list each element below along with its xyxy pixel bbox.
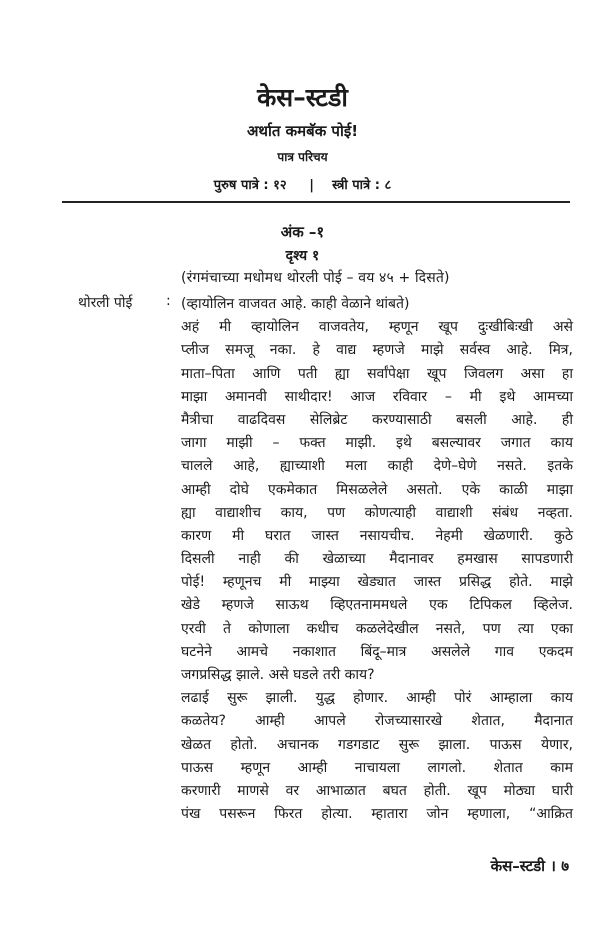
dialogue-line: आम्ही दोघे एकमेकात मिसळलेले असतो. एके काळी माझा [181, 481, 573, 498]
dialogue-line: पंख पसरून फिरत होत्या. म्हातारा जोन म्हणाला, “आक्रित [181, 806, 573, 823]
dialogue-line: चालले आहे, ह्याच्याशी मला काही देणे–घेणे नसते. इतके [181, 458, 573, 475]
dialogue-line: जागा माझी – फक्त माझी. इथे बसल्यावर जगात काय [181, 435, 573, 452]
dialogue-line: एरवी ते कोणाला कधीच कळलेदेखील नसते, पण त्या एका [181, 620, 573, 637]
dialogue-line: दिसली नाही की खेळाच्या मैदानावर हमखास सापडणारी [181, 551, 573, 568]
act-heading: अंक –१ [280, 223, 325, 241]
subtitle: अर्थात कमबॅक पोई! [246, 122, 359, 140]
page-footer-folio: केस–स्टडी । ७ [490, 857, 569, 875]
dialogue-line: खेडे म्हणजे साऊथ व्हिएतनाममधले एक टिपिकल व्हिलेज. [181, 597, 573, 614]
dialogue-line: लढाई सुरू झाली. युद्ध होणार. आम्ही पोरं आम्हाला काय [181, 690, 573, 707]
header-divider [62, 201, 570, 203]
page-title: केस–स्टडी [257, 83, 348, 112]
dialogue-line: माझा अमानवी साथीदार! आज रविवार – मी इथे आमच्या [181, 388, 573, 405]
scene-heading: दृश्य १ [285, 248, 320, 264]
stage-direction: (रंगमंचाच्या मधोमध थोरली पोई – वय ४५ + दिसते) [181, 270, 450, 286]
dialogue-line: घटनेने आमचे नकाशात बिंदू–मात्र असलेले गाव एकदम [181, 643, 573, 660]
dialogue-line: अहं मी व्हायोलिन वाजवतेय, म्हणून खूप दुःखीबिःखी असे [181, 319, 573, 336]
dialogue-line: जगप्रसिद्ध झाले. असे घडले तरी काय? [181, 667, 375, 683]
dialogue-line: कळतेय? आम्ही आपले रोजच्यासारखे शेतात, मैदानात [181, 713, 573, 730]
dialogue-line: (व्हायोलिन वाजवत आहे. काही वेळाने थांबते) [181, 296, 410, 312]
cast-count-line: पुरुष पात्रे : १२ | स्त्री पात्रे : ८ [213, 178, 392, 193]
speaker-colon: : [166, 293, 171, 309]
speaker-name: थोरली पोई [78, 295, 133, 311]
dialogue-line: माता–पिता आणि पती ह्या सर्वांपेक्षा खूप जिवलग असा हा [181, 365, 573, 382]
dialogue-block [181, 293, 573, 826]
dialogue-line: पोई! म्हणूनच मी माझ्या खेड्यात जास्त प्रसिद्ध होते. माझे [181, 574, 573, 591]
dialogue-line: मैत्रीचा वाढदिवस सेलिब्रेट करण्यासाठी बसली आहे. ही [181, 411, 573, 428]
cast-heading: पात्र परिचय [277, 150, 328, 164]
dialogue-line: प्लीज समजू नका. हे वाद्य म्हणजे माझे सर्वस्व आहे. मित्र, [181, 342, 573, 359]
dialogue-line: कारण मी घरात जास्त नसायचीच. नेहमी खेळणारी. कुठे [181, 527, 573, 544]
dialogue-line: पाऊस म्हणून आम्ही नाचायला लागलो. शेतात काम [181, 759, 573, 776]
dialogue-line: करणारी माणसे वर आभाळात बघत होती. खूप मोठ्या घारी [181, 782, 573, 799]
dialogue-line: ह्या वाद्याशीच काय, पण कोणत्याही वाद्याशी संबंध नव्हता. [181, 504, 573, 521]
dialogue-line: खेळत होतो. अचानक गडगडाट सुरू झाला. पाऊस येणार, [181, 736, 573, 753]
